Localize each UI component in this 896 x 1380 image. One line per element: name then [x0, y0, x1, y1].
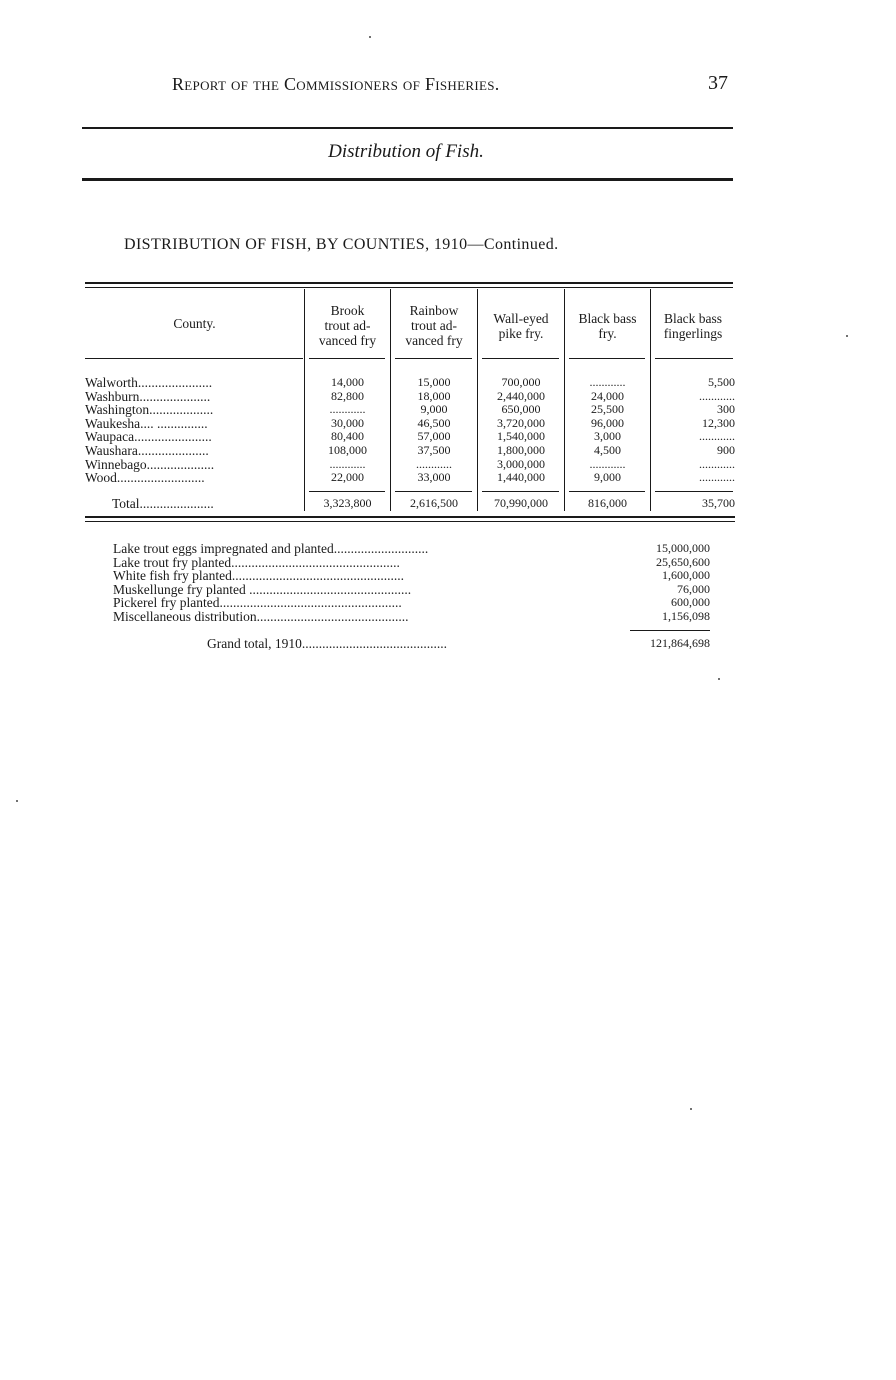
- table-cell: 9,000: [420, 402, 448, 417]
- total-rule: [395, 491, 472, 492]
- print-speck: [846, 335, 848, 337]
- summary-item-label: Lake trout fry planted..................................................: [113, 554, 400, 570]
- county-column: [85, 376, 303, 485]
- table-cell: 82,800: [331, 388, 364, 403]
- print-speck: [718, 678, 720, 680]
- table-cell: ............: [589, 456, 626, 471]
- total-rule: [482, 491, 559, 492]
- total-cell: 70,990,000: [494, 496, 548, 510]
- table-cell: 30,000: [331, 415, 364, 430]
- table-top-rule-1: [85, 282, 733, 284]
- header-underline: [482, 358, 559, 359]
- table-cell: 22,000: [331, 470, 364, 485]
- table-cell: ............: [329, 456, 366, 471]
- table-cell: 37,500: [417, 442, 451, 457]
- table-cell: ............: [699, 456, 735, 471]
- table-cell: 1,800,000: [497, 442, 545, 457]
- bottom-rule: [82, 178, 733, 181]
- black-bass-fry-column: [565, 376, 650, 485]
- table-cell: 3,720,000: [497, 415, 545, 430]
- table-cell: 33,000: [417, 470, 451, 485]
- table-cell: ............: [329, 402, 366, 417]
- header-underline: [655, 358, 733, 359]
- table-cell: ............: [416, 456, 452, 471]
- table-cell: 80,400: [331, 429, 364, 444]
- county-name: Washburn.....................: [85, 388, 211, 404]
- county-name: Washington...................: [85, 402, 214, 418]
- total-label: Total......................: [112, 497, 214, 511]
- header-underline: [395, 358, 472, 359]
- column-header-rainbow-trout: Rainbow trout ad- vanced fry: [405, 303, 463, 348]
- summary-values: [626, 542, 710, 624]
- table-cell: 46,500: [417, 415, 451, 430]
- table-cell: 14,000: [331, 375, 364, 389]
- total-cell: 816,000: [588, 496, 627, 510]
- total-cell: 3,323,800: [323, 496, 372, 510]
- table-cell: ............: [699, 429, 735, 444]
- table-cell: 18,000: [417, 388, 451, 403]
- summary-item-value: 76,000: [677, 581, 710, 596]
- summary-item-label: Lake trout eggs impregnated and planted............................: [113, 542, 429, 556]
- walleye-column: [478, 376, 564, 485]
- column-header-county: County.: [173, 316, 216, 331]
- header-underline: [569, 358, 645, 359]
- table-bottom-rule-1: [85, 516, 735, 518]
- black-bass-fingerlings-column: [651, 376, 735, 485]
- table-bottom-rule-2: [85, 521, 735, 522]
- total-cell: 2,616,500: [410, 496, 458, 510]
- summary-labels: [113, 542, 625, 624]
- table-cell: 24,000: [591, 388, 624, 403]
- table-cell: 3,000,000: [497, 456, 545, 471]
- table-cell: 57,000: [417, 429, 451, 444]
- table-cell: 900: [717, 442, 735, 457]
- column-header-walleye: Wall-eyed pike fry.: [493, 311, 549, 341]
- total-cell: 35,700: [702, 496, 735, 510]
- table-title: DISTRIBUTION OF FISH, BY COUNTIES, 1910—Continued.: [124, 236, 559, 253]
- print-speck: [16, 800, 18, 802]
- summary-item-value: 25,650,600: [656, 554, 710, 569]
- total-rule: [655, 491, 733, 492]
- table-top-rule-2: [85, 287, 733, 288]
- page-number: 37: [708, 72, 728, 94]
- top-rule: [82, 127, 733, 129]
- county-name: Waushara.....................: [85, 442, 209, 458]
- total-rule: [309, 491, 385, 492]
- section-subheading: Distribution of Fish.: [328, 141, 484, 162]
- brook-trout-column: [305, 376, 390, 485]
- county-name: Winnebago....................: [85, 456, 215, 472]
- table-cell: ............: [699, 388, 735, 403]
- summary-item-label: Miscellaneous distribution.............................................: [113, 608, 409, 624]
- rainbow-trout-column: [391, 376, 477, 485]
- table-cell: 108,000: [328, 442, 367, 457]
- summary-item-label: Pickerel fry planted......................................................: [113, 595, 402, 611]
- table-cell: ............: [589, 375, 626, 389]
- grand-total-value: 121,864,698: [650, 636, 710, 650]
- summary-item-label: White fish fry planted...................................................: [113, 568, 404, 584]
- county-name: Walworth......................: [85, 376, 213, 390]
- table-cell: 1,440,000: [497, 470, 545, 485]
- grand-total-rule: [630, 630, 710, 631]
- table-cell: 700,000: [501, 375, 541, 389]
- table-cell: 12,300: [702, 415, 735, 430]
- table-cell: 4,500: [594, 442, 621, 457]
- print-speck: [369, 36, 371, 38]
- table-cell: 25,500: [591, 402, 624, 417]
- county-name: Waukesha.... ...............: [85, 415, 208, 431]
- print-speck: [690, 1108, 692, 1110]
- running-title: Report of the Commissioners of Fisheries.: [172, 74, 500, 94]
- total-rule: [569, 491, 645, 492]
- county-name: Wood..........................: [85, 470, 205, 485]
- table-cell: ............: [699, 470, 735, 485]
- summary-item-value: 1,600,000: [662, 568, 710, 583]
- column-header-black-bass-fingerlings: Black bass fingerlings: [663, 311, 723, 341]
- table-cell: 15,000: [417, 375, 451, 389]
- table-cell: 1,540,000: [497, 429, 545, 444]
- table-cell: 5,500: [708, 375, 735, 389]
- summary-item-value: 1,156,098: [662, 608, 710, 623]
- header-underline: [85, 358, 303, 359]
- table-cell: 3,000: [594, 429, 621, 444]
- table-cell: 300: [717, 402, 735, 417]
- table-cell: 96,000: [591, 415, 624, 430]
- summary-item-value: 15,000,000: [656, 541, 710, 555]
- header-underline: [309, 358, 385, 359]
- summary-item-value: 600,000: [671, 595, 710, 610]
- column-header-black-bass-fry: Black bass fry.: [578, 311, 637, 341]
- column-header-brook-trout: Brook trout ad- vanced fry: [318, 303, 377, 348]
- table-cell: 2,440,000: [497, 388, 545, 403]
- summary-item-label: Muskellunge fry planted ................................................: [113, 581, 412, 597]
- grand-total-label: Grand total, 1910...........................................: [207, 637, 447, 651]
- county-name: Waupaca.......................: [85, 429, 212, 445]
- table-cell: 9,000: [594, 470, 621, 485]
- table-cell: 650,000: [501, 402, 541, 417]
